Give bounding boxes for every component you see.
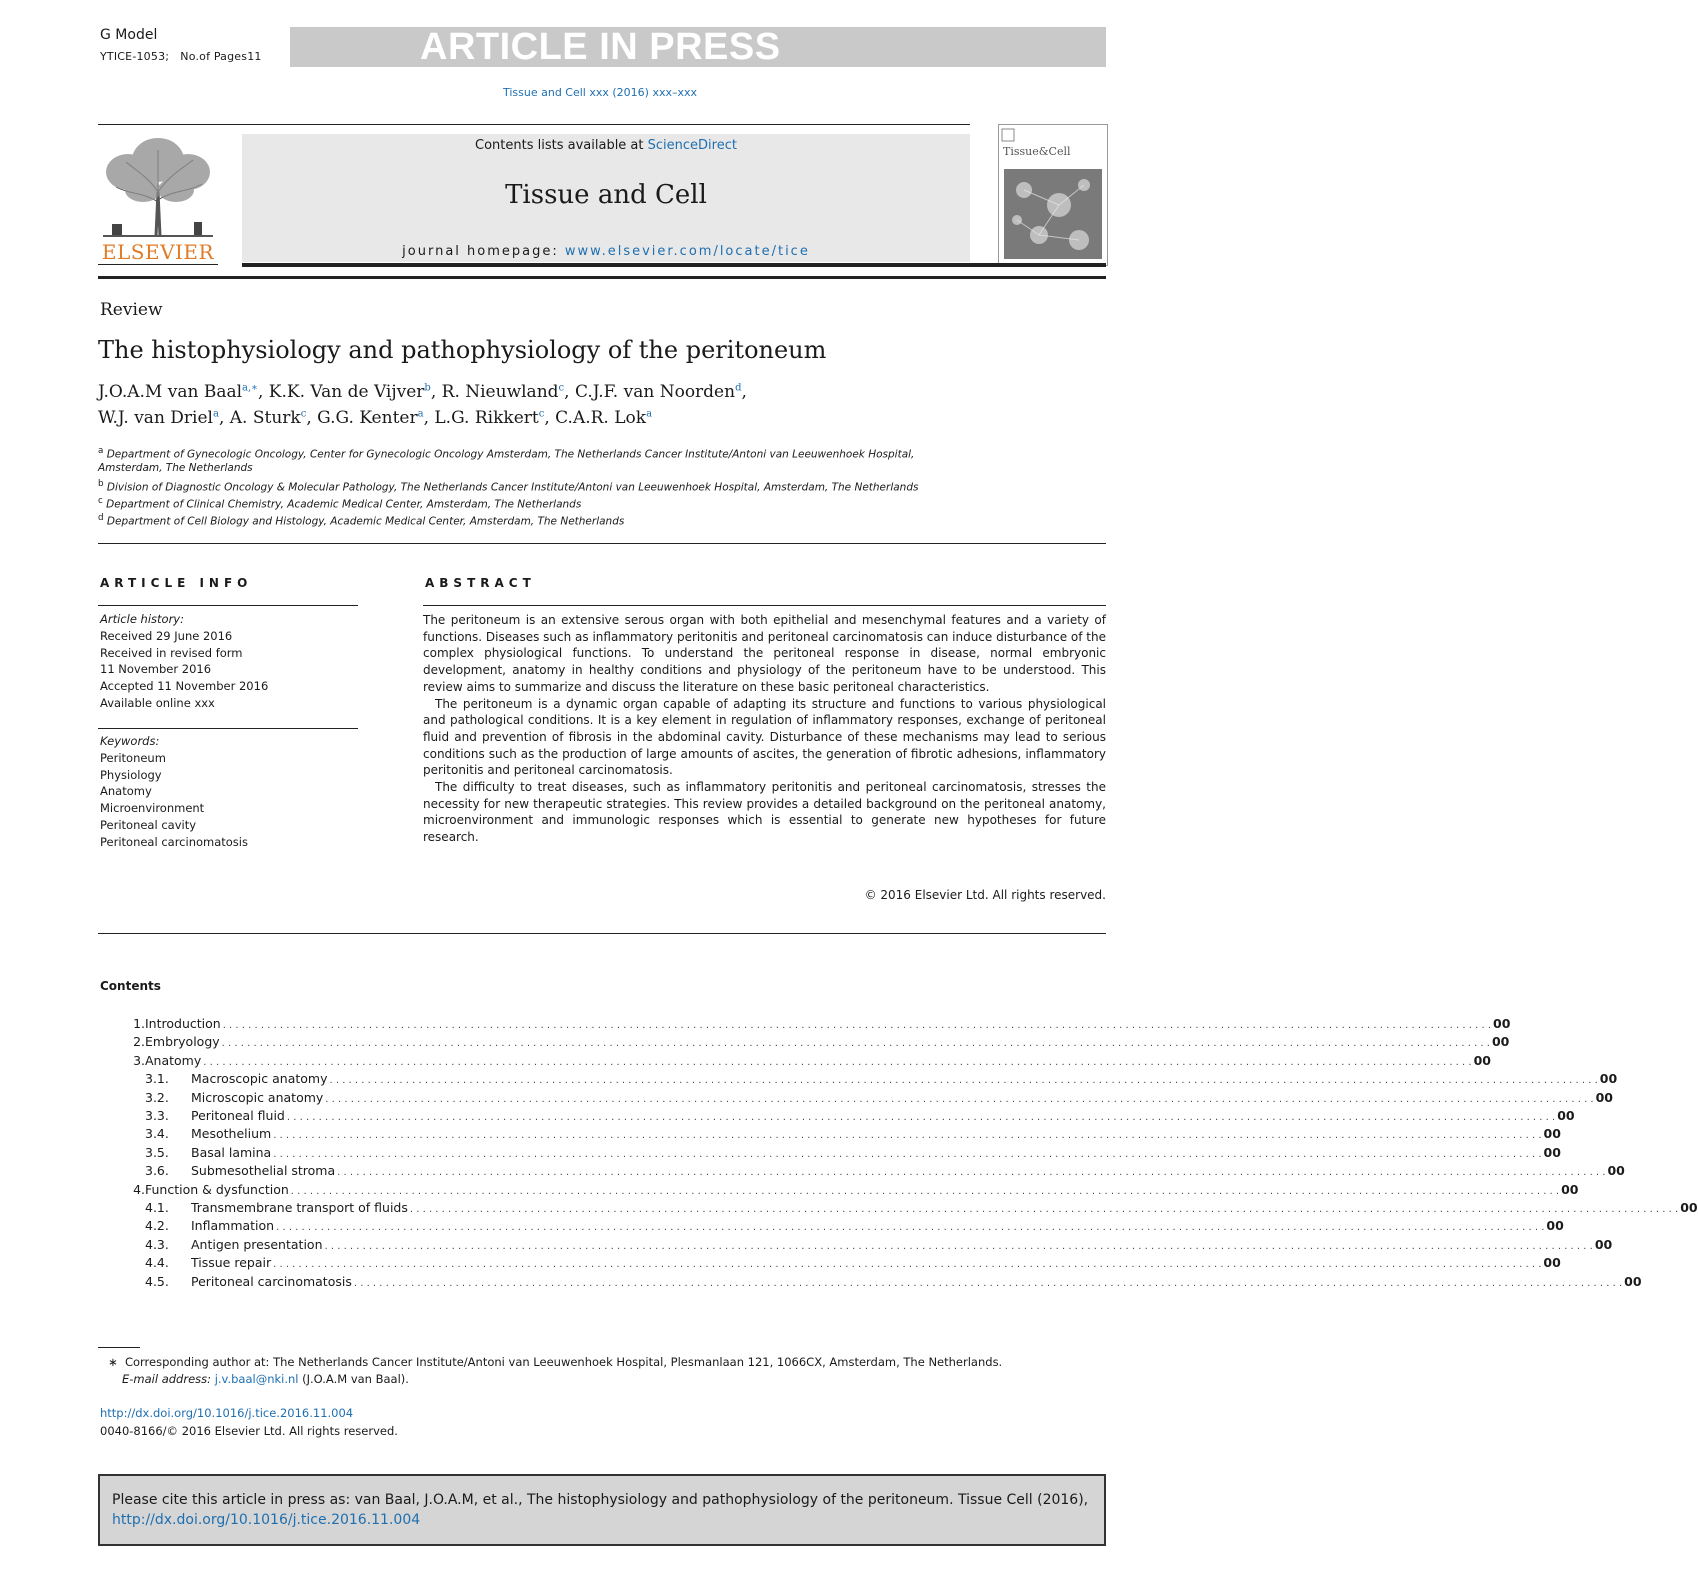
affiliation-mark: b [98,479,104,489]
toc-page[interactable]: 00 [1546,1218,1564,1234]
author-name[interactable]: R. Nieuwland [441,382,559,402]
toc-subnumber: 3.2. [145,1089,169,1105]
author-affiliation-mark[interactable]: a [213,408,219,420]
g-model-label: G Model [100,27,158,43]
toc-subnumber: 4.2. [145,1218,169,1234]
toc-title[interactable]: Embryology [145,1034,220,1050]
toc-page[interactable]: 00 [1680,1200,1698,1215]
history-label: Article history: [100,612,184,626]
author-separator: , [430,382,442,402]
cite-doi-link[interactable]: http://dx.doi.org/10.1016/j.tice.2016.11.004 [112,1512,421,1528]
email-note [122,1372,409,1386]
author-separator: , [423,408,435,428]
footnote-rule [98,1347,140,1348]
toc-number: 3. [133,1052,145,1068]
toc-subnumber: 3.6. [145,1163,169,1179]
toc-title[interactable]: Peritoneal fluid [191,1108,285,1123]
article-title: The histophysiology and pathophysiology of the peritoneum [98,336,827,364]
abstract-paragraph: The peritoneum is an extensive serous organ with both epithelial and mesenchymal features and a variety of functions. Diseases such as inflammatory peritonitis and peritoneal carcinomatosis can induce disturbance of the complex physiological functions. To understand the peritoneal response in disease, normal embryonic development, anatomy in healthy conditions and physiology of the peritoneum have to be understood. This review aims to summarize and discuss the literature on these basic peritoneal characteristics. [423,613,1106,694]
toc-number: 1. [133,1016,145,1031]
toc-entry[interactable] [98,1071,1618,1089]
toc-leader-dots: . . . . . . . . . . . . . . . . . . . . . . . . . . . . . . . . . . . . . . . . . . . . . . . . . . . . . . . . . . . . . . . . . . . . . . . . . . . . . . . . . . . . . . . . . . . . . . . . . . . . . . . . . . . . . . . . . . . . . . . . . . . . . . . . . . . . . . . . . . . . . . . . . . . . . . . . . . . . . . . . . . . . . . . . . . . . . . . . . . . . . . . . . . . . . . . . . . . . . . . . [329,1075,1598,1087]
author-name[interactable]: A. Sturk [229,408,301,428]
toc-page[interactable]: 00 [1493,1016,1511,1031]
toc-subnumber: 4.4. [145,1255,169,1271]
toc-leader-dots: . . . . . . . . . . . . . . . . . . . . . . . . . . . . . . . . . . . . . . . . . . . . . . . . . . . . . . . . . . . . . . . . . . . . . . . . . . . . . . . . . . . . . . . . . . . . . . . . . . . . . . . . . . . . . . . . . . . . . . . . . . . . . . . . . . . . . . . . . . . . . . . . . . . . . . . . . . . . . . . . . . . . . . . . . . . . . . . . . . . . . . . . . . . . . . . . . . . . . . . . [337,1167,1606,1179]
elsevier-wordmark: ELSEVIER [101,240,215,264]
toc-leader-dots: . . . . . . . . . . . . . . . . . . . . . . . . . . . . . . . . . . . . . . . . . . . . . . . . . . . . . . . . . . . . . . . . . . . . . . . . . . . . . . . . . . . . . . . . . . . . . . . . . . . . . . . . . . . . . . . . . . . . . . . . . . . . . . . . . . . . . . . . . . . . . . . . . . . . . . . . . . . . . . . . . . . . . . . . . . . . . . . . . . . . . . . . . . . . . . . . . . . . . . . . [409,1204,1679,1215]
affiliation-text: Amsterdam, The Netherlands [98,462,253,474]
author-name[interactable]: K.K. Van de Vijver [268,382,425,402]
toc-entry[interactable] [98,1181,1579,1200]
toc-leader-dots: . . . . . . . . . . . . . . . . . . . . . . . . . . . . . . . . . . . . . . . . . . . . . . . . . . . . . . . . . . . . . . . . . . . . . . . . . . . . . . . . . . . . . . . . . . . . . . . . . . . . . . . . . . . . . . . . . . . . . . . . . . . . . . . . . . . . . . . . . . . . . . . . . . . . . . . . . . . . . . . . . . . . . . . . . . . . . . . . . . . . . . . . . . . . . . . . . . . . . . . . [325,1093,1594,1105]
toc-title[interactable]: Function & dysfunction [145,1181,289,1197]
toc-title[interactable]: Antigen presentation [191,1236,323,1252]
toc-title[interactable]: Anatomy [145,1052,202,1068]
toc-subnumber: 4.1. [145,1200,169,1215]
keywords-label: Keywords: [100,734,160,748]
history-item: Available online xxx [100,695,215,710]
author-affiliation-mark[interactable]: c [538,408,545,420]
author-affiliation-mark[interactable]: a [646,408,653,420]
keyword: Peritoneum [100,750,166,765]
toc-leader-dots: . . . . . . . . . . . . . . . . . . . . . . . . . . . . . . . . . . . . . . . . . . . . . . . . . . . . . . . . . . . . . . . . . . . . . . . . . . . . . . . . . . . . . . . . . . . . . . . . . . . . . . . . . . . . . . . . . . . . . . . . . . . . . . . . . . . . . . . . . . . . . . . . . . . . . . . . . . . . . . . . . . . . . . . . . . . . . . . . . . . . . . . . . . . . . . . . . . . . . . . . [222,1020,1492,1031]
author-separator: , [564,382,575,402]
corresponding-text: Corresponding author at: The Netherlands Cancer Institute/Antoni van Leeuwenhoek Hospital, Plesmanlaan 121, 1066CX, Amsterdam, The Netherlands. [124,1355,1003,1369]
affiliations-rule [98,543,1106,544]
toc-entry[interactable] [98,1218,1564,1236]
toc-entry[interactable] [98,1126,1561,1144]
toc-page[interactable]: 00 [1624,1273,1642,1289]
journal-homepage-line [242,244,970,259]
toc-leader-dots: . . . . . . . . . . . . . . . . . . . . . . . . . . . . . . . . . . . . . . . . . . . . . . . . . . . . . . . . . . . . . . . . . . . . . . . . . . . . . . . . . . . . . . . . . . . . . . . . . . . . . . . . . . . . . . . . . . . . . . . . . . . . . . . . . . . . . . . . . . . . . . . . . . . . . . . . . . . . . . . . . . . . . . . . . . . . . . . . . . . . . . . . . . . . . . . . . . . . . . . . [203,1056,1472,1068]
keyword: Peritoneal cavity [100,817,197,832]
toc-entry[interactable] [98,1144,1561,1163]
history-item: 11 November 2016 [100,662,212,677]
author-name[interactable]: C.A.R. Lok [555,408,647,428]
author-affiliation-mark[interactable]: c [558,382,565,394]
doi-link[interactable]: http://dx.doi.org/10.1016/j.tice.2016.11.004 [100,1406,354,1420]
keywords-rule [98,728,358,729]
homepage-link[interactable]: www.elsevier.com/locate/tice [564,244,810,259]
toc-title[interactable]: Transmembrane transport of fluids [191,1200,408,1215]
keyword: Physiology [100,767,162,782]
author-name[interactable]: W.J. van Driel [98,408,213,428]
affiliation-text: Department of Cell Biology and Histology, Academic Medical Center, Amsterdam, The Netherlands [106,515,625,528]
abstract-paragraph: The difficulty to treat diseases, such as inflammatory peritonitis and peritoneal carcinomatosis, stresses the necessity for new therapeutic strategies. This review provides a detailed background on the peritoneal anatomy, microenvironment and immunologic responses which is essential to generate new hypotheses for future research. [423,780,1106,845]
cite-text [112,1490,1102,1530]
article-info-rule [98,605,358,606]
abstract-bottom-rule [98,933,1106,934]
toc-page[interactable]: 00 [1607,1163,1625,1179]
toc-title[interactable]: Peritoneal carcinomatosis [191,1273,352,1289]
toc-leader-dots: . . . . . . . . . . . . . . . . . . . . . . . . . . . . . . . . . . . . . . . . . . . . . . . . . . . . . . . . . . . . . . . . . . . . . . . . . . . . . . . . . . . . . . . . . . . . . . . . . . . . . . . . . . . . . . . . . . . . . . . . . . . . . . . . . . . . . . . . . . . . . . . . . . . . . . . . . . . . . . . . . . . . . . . . . . . . . . . . . . . . . . . . . . . . . . . . . . . . . . . . [273,1259,1542,1271]
toc-page[interactable]: 00 [1543,1255,1561,1271]
author-affiliation-mark[interactable]: d [735,382,742,394]
toc-page[interactable]: 00 [1595,1089,1614,1105]
author-name[interactable]: J.O.A.M van Baal [98,382,243,402]
toc-page[interactable]: 00 [1491,1034,1510,1050]
footnote-mark: ∗ [108,1355,118,1369]
toc-entry[interactable] [98,1236,1613,1255]
toc-title[interactable]: Inflammation [191,1218,275,1234]
author-affiliation-mark[interactable]: a,∗ [242,382,258,394]
toc-entry[interactable] [98,1034,1510,1052]
author-name[interactable]: C.J.F. van Noorden [574,382,736,402]
affiliation-d [98,513,624,528]
authors-line-1 [98,382,747,402]
keyword: Microenvironment [100,801,205,816]
journal-cover-thumbnail [998,124,1108,266]
toc-title[interactable]: Microscopic anatomy [191,1089,324,1105]
toc-entry[interactable] [98,1255,1561,1273]
author-name[interactable]: L.G. Rikkert [434,408,539,428]
email-label: E-mail address: [122,1372,212,1386]
toc-subnumber: 3.4. [145,1126,169,1142]
toc-subnumber: 3.3. [145,1108,169,1123]
masthead-logo-rule [98,264,218,265]
history-item: Accepted 11 November 2016 [100,679,269,694]
toc-title[interactable]: Macroscopic anatomy [191,1071,328,1087]
history-item: Received in revised form [100,645,243,660]
affiliation-b [98,479,918,494]
corresponding-author-note [108,1355,1002,1369]
affiliation-mark: a [98,446,104,456]
toc-entry[interactable] [98,1273,1642,1292]
abstract-paragraph: The peritoneum is a dynamic organ capable of adapting its structure and functions to various physiological and pathological conditions. It is a key element in regulation of inflammatory responses, exchange of peritoneal fluid and prevention of fibrosis in the abdominal cavity. Disturbance of these mechanisms may lead to serious conditions such as the production of large amounts of ascites, the generation of fibrotic adhesions, inflammatory peritonitis and peritoneal carcinomatosis. [423,696,1106,778]
toc-number: 2. [133,1034,145,1050]
contents-heading: Contents [100,979,161,993]
toc-leader-dots: . . . . . . . . . . . . . . . . . . . . . . . . . . . . . . . . . . . . . . . . . . . . . . . . . . . . . . . . . . . . . . . . . . . . . . . . . . . . . . . . . . . . . . . . . . . . . . . . . . . . . . . . . . . . . . . . . . . . . . . . . . . . . . . . . . . . . . . . . . . . . . . . . . . . . . . . . . . . . . . . . . . . . . . . . . . . . . . . . . . . . . . . . . . . . . . . . . . . . . . . [290,1185,1560,1197]
affiliation-text: Department of Clinical Chemistry, Academic Medical Center, Amsterdam, The Netherlands [106,498,582,511]
masthead-top-rule [98,124,970,125]
masthead-bottom-rule [98,276,1106,279]
issn-line: 0040-8166/© 2016 Elsevier Ltd. All rights reserved. [100,1424,398,1438]
email-link[interactable]: j.v.baal@nki.nl [214,1372,299,1386]
toc-entry[interactable] [98,1200,1698,1218]
toc-page[interactable]: 00 [1599,1071,1618,1087]
page-count: No.of Pages11 [180,50,262,63]
toc-leader-dots: . . . . . . . . . . . . . . . . . . . . . . . . . . . . . . . . . . . . . . . . . . . . . . . . . . . . . . . . . . . . . . . . . . . . . . . . . . . . . . . . . . . . . . . . . . . . . . . . . . . . . . . . . . . . . . . . . . . . . . . . . . . . . . . . . . . . . . . . . . . . . . . . . . . . . . . . . . . . . . . . . . . . . . . . . . . . . . . . . . . . . . . . . . . . . . . . . . . . . . . . [324,1240,1593,1252]
author-affiliation-mark[interactable]: a [417,408,424,420]
abstract-copyright: © 2016 Elsevier Ltd. All rights reserved. [864,888,1106,902]
abstract-heading: ABSTRACT [425,576,536,590]
affiliation-a [98,446,914,461]
toc-leader-dots: . . . . . . . . . . . . . . . . . . . . . . . . . . . . . . . . . . . . . . . . . . . . . . . . . . . . . . . . . . . . . . . . . . . . . . . . . . . . . . . . . . . . . . . . . . . . . . . . . . . . . . . . . . . . . . . . . . . . . . . . . . . . . . . . . . . . . . . . . . . . . . . . . . . . . . . . . . . . . . . . . . . . . . . . . . . . . . . . . . . . . . . . . . . . . . . . . . . . . . . . [273,1148,1542,1160]
toc-title[interactable]: Tissue repair [191,1255,272,1271]
toc-page[interactable]: 00 [1543,1144,1561,1160]
affiliation-text: Division of Diagnostic Oncology & Molecular Pathology, The Netherlands Cancer Institute/Antoni van Leeuwenhoek Hospital, Amsterdam, The Netherlands [106,481,919,494]
authors-line-2 [98,408,652,428]
keywords-list [100,733,248,851]
email-owner: (J.O.A.M van Baal). [302,1372,409,1386]
toc-page[interactable]: 00 [1561,1181,1579,1197]
article-code [100,50,262,63]
cover-image [999,125,1107,265]
author-separator: , [306,408,318,428]
toc-subnumber: 3.1. [145,1071,169,1087]
toc-entry[interactable] [98,1108,1575,1126]
affiliation-mark: d [98,513,104,523]
toc-number: 4. [133,1181,145,1197]
toc-page[interactable]: 00 [1543,1126,1561,1142]
affiliation-text: Department of Gynecologic Oncology, Center for Gynecologic Oncology Amsterdam, The Netherlands Cancer Institute/Antoni van Leeuwenhoek Hospital, [106,448,915,461]
author-affiliation-mark[interactable]: c [300,408,307,420]
contents-available-line [242,138,970,153]
affiliation-a-cont [98,462,253,474]
author-separator: , [218,408,230,428]
toc-subnumber: 4.3. [145,1236,169,1252]
author-separator: , [741,382,747,402]
masthead-thick-rule [242,263,1106,267]
contents-prefix: Contents lists available at [475,138,644,153]
article-history [100,611,268,712]
affiliation-mark: c [98,496,103,506]
sciencedirect-link[interactable]: ScienceDirect [647,138,737,153]
keyword: Peritoneal carcinomatosis [100,834,248,849]
cite-body: Please cite this article in press as: van Baal, J.O.A.M, et al., The histophysiology and pathophysiology of the peritoneum. Tissue Cell (2016), [112,1492,1089,1508]
toc-page[interactable]: 00 [1594,1236,1613,1252]
journal-title: Tissue and Cell [505,180,707,210]
keyword: Anatomy [100,784,152,799]
ytice-code: YTICE-1053; [100,50,170,63]
toc-entry[interactable] [98,1089,1614,1108]
cover-title: Tissue&Cell [1003,145,1071,158]
author-separator: , [544,408,556,428]
journal-citation-line[interactable]: Tissue and Cell xxx (2016) xxx–xxx [502,86,698,99]
author-affiliation-mark[interactable]: b [424,382,431,394]
abstract-rule [423,605,1106,606]
toc-leader-dots: . . . . . . . . . . . . . . . . . . . . . . . . . . . . . . . . . . . . . . . . . . . . . . . . . . . . . . . . . . . . . . . . . . . . . . . . . . . . . . . . . . . . . . . . . . . . . . . . . . . . . . . . . . . . . . . . . . . . . . . . . . . . . . . . . . . . . . . . . . . . . . . . . . . . . . . . . . . . . . . . . . . . . . . . . . . . . . . . . . . . . . . . . . . . . . . . . . . . . . . . [353,1277,1623,1289]
toc-entry[interactable] [98,1052,1491,1071]
toc-title[interactable]: Submesothelial stroma [191,1163,336,1179]
abstract-body [423,612,1106,846]
toc-leader-dots: . . . . . . . . . . . . . . . . . . . . . . . . . . . . . . . . . . . . . . . . . . . . . . . . . . . . . . . . . . . . . . . . . . . . . . . . . . . . . . . . . . . . . . . . . . . . . . . . . . . . . . . . . . . . . . . . . . . . . . . . . . . . . . . . . . . . . . . . . . . . . . . . . . . . . . . . . . . . . . . . . . . . . . . . . . . . . . . . . . . . . . . . . . . . . . . . . . . . . . . . [286,1112,1556,1123]
toc-title[interactable]: Basal lamina [191,1144,272,1160]
article-type: Review [100,300,163,320]
toc-title[interactable]: Mesothelium [191,1126,272,1142]
toc-subnumber: 3.5. [145,1144,169,1160]
toc-entry[interactable] [98,1163,1625,1181]
homepage-prefix: journal homepage: [402,244,559,259]
toc-title[interactable]: Introduction [145,1016,221,1031]
toc-leader-dots: . . . . . . . . . . . . . . . . . . . . . . . . . . . . . . . . . . . . . . . . . . . . . . . . . . . . . . . . . . . . . . . . . . . . . . . . . . . . . . . . . . . . . . . . . . . . . . . . . . . . . . . . . . . . . . . . . . . . . . . . . . . . . . . . . . . . . . . . . . . . . . . . . . . . . . . . . . . . . . . . . . . . . . . . . . . . . . . . . . . . . . . . . . . . . . . . . . . . . . . . [273,1130,1542,1142]
author-name[interactable]: G.G. Kenter [317,408,418,428]
history-item: Received 29 June 2016 [100,628,233,643]
toc-leader-dots: . . . . . . . . . . . . . . . . . . . . . . . . . . . . . . . . . . . . . . . . . . . . . . . . . . . . . . . . . . . . . . . . . . . . . . . . . . . . . . . . . . . . . . . . . . . . . . . . . . . . . . . . . . . . . . . . . . . . . . . . . . . . . . . . . . . . . . . . . . . . . . . . . . . . . . . . . . . . . . . . . . . . . . . . . . . . . . . . . . . . . . . . . . . . . . . . . . . . . . . . [276,1222,1545,1234]
article-info-heading: ARTICLE INFO [100,576,253,590]
toc-entry[interactable] [98,1016,1511,1034]
toc-subnumber: 4.5. [145,1273,169,1289]
toc-page[interactable]: 00 [1473,1052,1491,1068]
affiliation-c [98,496,581,511]
toc-page[interactable]: 00 [1557,1108,1575,1123]
article-in-press-banner: ARTICLE IN PRESS [420,26,781,68]
author-separator: , [257,382,269,402]
toc-leader-dots: . . . . . . . . . . . . . . . . . . . . . . . . . . . . . . . . . . . . . . . . . . . . . . . . . . . . . . . . . . . . . . . . . . . . . . . . . . . . . . . . . . . . . . . . . . . . . . . . . . . . . . . . . . . . . . . . . . . . . . . . . . . . . . . . . . . . . . . . . . . . . . . . . . . . . . . . . . . . . . . . . . . . . . . . . . . . . . . . . . . . . . . . . . . . . . . . . . . . . . . . [221,1038,1490,1050]
